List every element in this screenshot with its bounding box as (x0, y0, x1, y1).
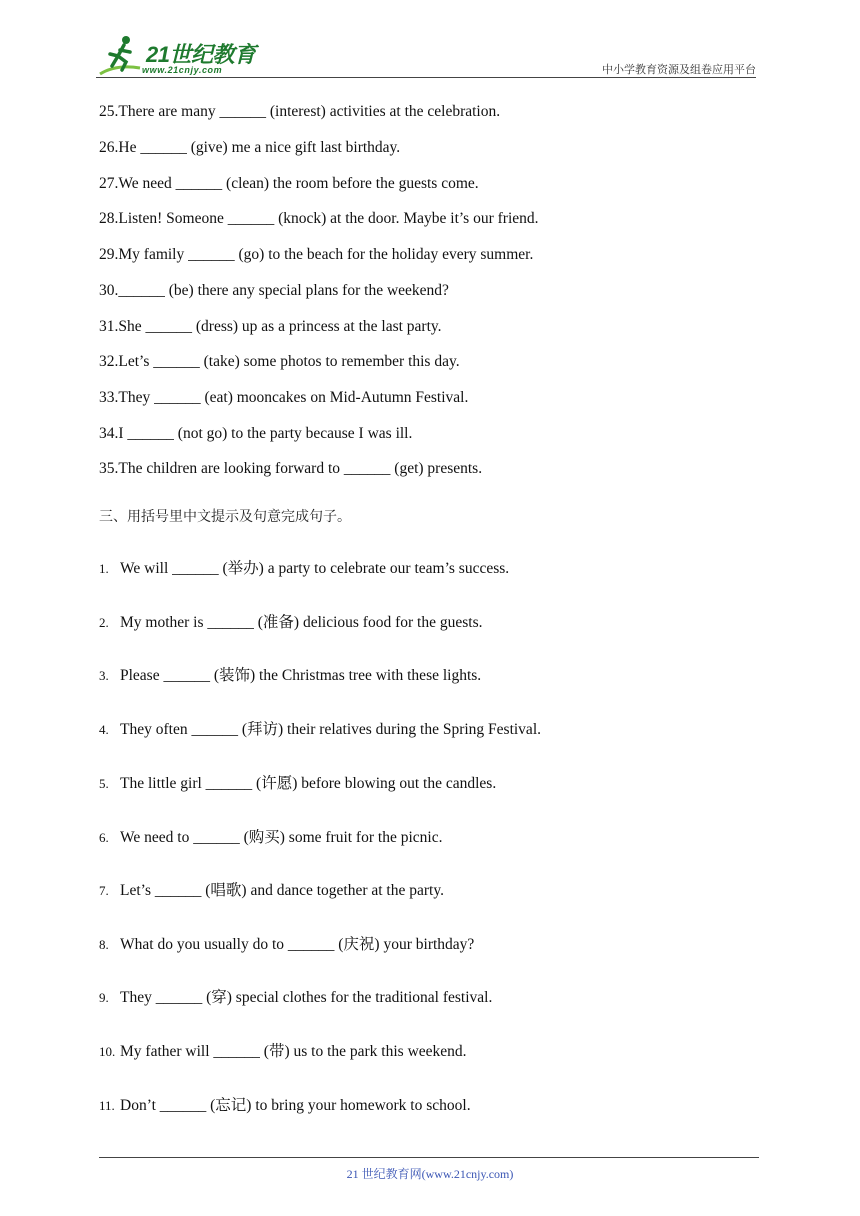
exercise-item (99, 389, 468, 407)
item-text: There are many ______ (interest) activities at the celebration. (118, 103, 501, 120)
exercise-item (99, 139, 400, 157)
item-number: 26. (99, 139, 119, 156)
item-number: 27. (99, 175, 119, 192)
section-title: 三、用括号里中文提示及句意完成句子。 (99, 509, 351, 525)
item-number: 25. (99, 103, 119, 120)
item-number: 30. (99, 282, 119, 299)
footer-divider (99, 1157, 759, 1158)
item-number: 9. (99, 990, 109, 1005)
item-text: They often ______ (拜访) their relatives during the Spring Festival. (120, 721, 541, 738)
item-number: 29. (99, 246, 119, 263)
item-number: 7. (99, 883, 109, 898)
item-text: Please ______ (装饰) the Christmas tree with these lights. (120, 667, 482, 684)
item-number: 4. (99, 722, 109, 737)
exercise-item (99, 560, 509, 578)
logo-text: 21世纪教育 (146, 42, 256, 67)
item-number: 35. (99, 460, 119, 477)
item-number: 31. (99, 318, 119, 335)
exercise-item (99, 721, 541, 739)
exercise-item (99, 246, 533, 264)
site-logo (96, 34, 266, 78)
item-text: The little girl ______ (许愿) before blowing out the candles. (120, 775, 497, 792)
item-text: Don’t ______ (忘记) to bring your homework to school. (120, 1097, 471, 1114)
page-footer: 21 世纪教育网(www.21cnjy.com) (346, 1167, 514, 1181)
exercise-item (99, 425, 412, 443)
item-text: Let’s ______ (唱歌) and dance together at the party. (120, 882, 444, 899)
item-number: 5. (99, 776, 109, 791)
exercise-item (99, 460, 482, 478)
exercise-item (99, 282, 449, 300)
exercise-item (99, 210, 539, 228)
item-number: 33. (99, 389, 119, 406)
exercise-item (99, 1043, 467, 1061)
runner-logo-icon (96, 34, 146, 78)
item-number: 28. (99, 210, 119, 227)
item-number: 34. (99, 425, 119, 442)
item-text: We will ______ (举办) a party to celebrate our team’s success. (120, 560, 510, 577)
item-text: She ______ (dress) up as a princess at the last party. (118, 318, 442, 335)
exercise-item (99, 936, 474, 954)
platform-name: 中小学教育资源及组卷应用平台 (602, 63, 756, 76)
exercise-item (99, 353, 460, 371)
item-text: He ______ (give) me a nice gift last birthday. (118, 139, 401, 156)
exercise-item (99, 882, 444, 900)
exercise-item (99, 1097, 471, 1115)
item-text: My family ______ (go) to the beach for the holiday every summer. (118, 246, 534, 263)
item-text: The children are looking forward to ______ (get) presents. (118, 460, 483, 477)
item-text: What do you usually do to ______ (庆祝) your birthday? (120, 936, 475, 953)
exercise-item (99, 829, 442, 847)
item-text: I ______ (not go) to the party because I was ill. (118, 425, 413, 442)
item-number: 3. (99, 668, 109, 683)
item-number: 8. (99, 937, 109, 952)
item-text: We need to ______ (购买) some fruit for the picnic. (120, 829, 443, 846)
item-text: My father will ______ (带) us to the park this weekend. (120, 1043, 467, 1060)
item-text: Listen! Someone ______ (knock) at the door. Maybe it’s our friend. (118, 210, 539, 227)
item-number: 6. (99, 830, 109, 845)
exercise-item (99, 667, 481, 685)
exercise-item (99, 318, 442, 336)
item-text: We need ______ (clean) the room before the guests come. (118, 175, 479, 192)
header-divider (96, 77, 756, 78)
exercise-item (99, 175, 479, 193)
item-text: ______ (be) there any special plans for the weekend? (118, 282, 449, 299)
item-number: 32. (99, 353, 119, 370)
item-number: 1. (99, 561, 109, 576)
item-number: 10. (99, 1044, 116, 1059)
item-text: They ______ (穿) special clothes for the traditional festival. (120, 989, 493, 1006)
item-text: My mother is ______ (准备) delicious food for the guests. (120, 614, 483, 631)
item-text: They ______ (eat) mooncakes on Mid-Autumn Festival. (118, 389, 469, 406)
page-header (96, 30, 756, 78)
exercise-item (99, 989, 492, 1007)
exercise-item (99, 614, 482, 632)
exercise-item (99, 775, 496, 793)
item-number: 11. (99, 1098, 115, 1113)
item-text: Let’s ______ (take) some photos to remember this day. (118, 353, 460, 370)
exercise-item (99, 103, 500, 121)
item-number: 2. (99, 615, 109, 630)
logo-url: www.21cnjy.com (142, 65, 223, 75)
